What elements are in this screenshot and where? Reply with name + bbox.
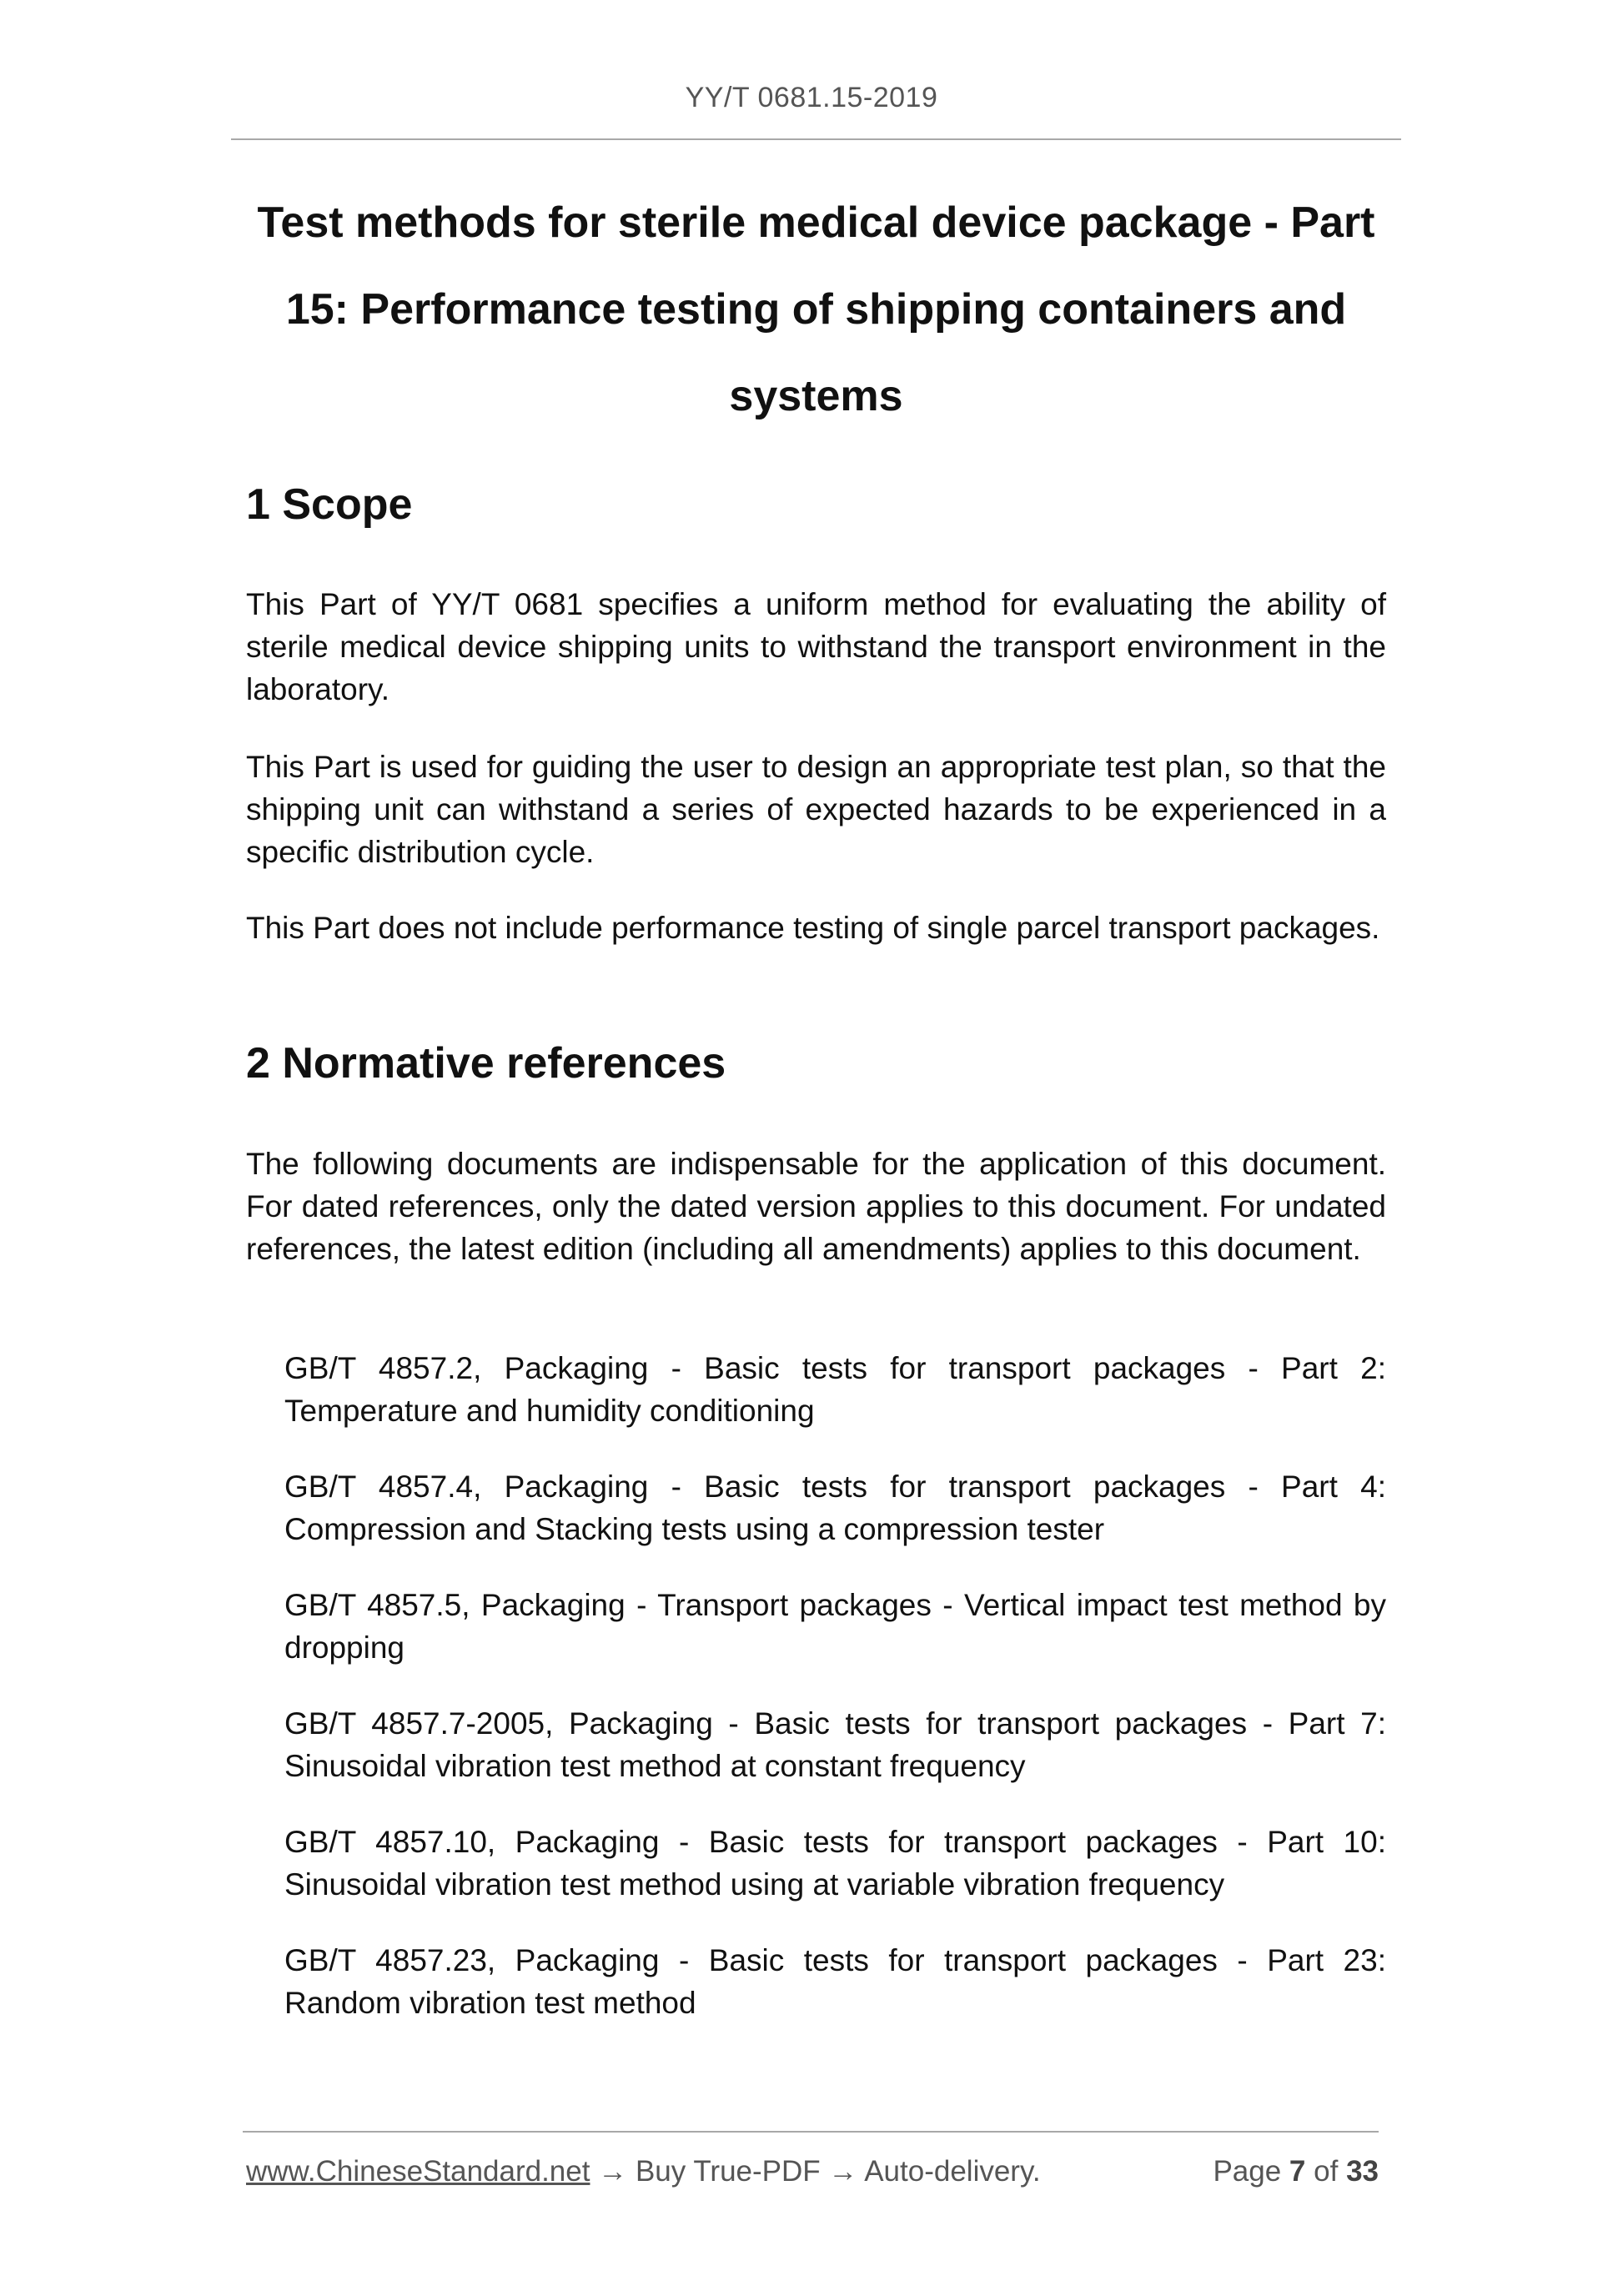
reference-item: GB/T 4857.10, Packaging - Basic tests for transport packages - Part 10: Sinusoidal vibration test method using at variable vibration frequency: [284, 1825, 1386, 1902]
reference-item: GB/T 4857.23, Packaging - Basic tests for transport packages - Part 23: Random vibration test method: [284, 1943, 1386, 2020]
scope-paragraph-3: This Part does not include performance testing of single parcel transport packages.: [246, 911, 1380, 945]
section-2-heading: 2 Normative references: [246, 1039, 726, 1088]
of-label: of: [1314, 2155, 1339, 2188]
auto-delivery-text: Auto-delivery.: [864, 2155, 1041, 2188]
header-divider: [231, 138, 1401, 140]
scope-paragraph-2: This Part is used for guiding the user to design an appropriate test plan, so that the shipping unit can withstand a series of expected hazards to be experienced in a specific distribution cycle.: [246, 750, 1386, 869]
normative-references-intro: The following documents are indispensable for the application of this document. For dated references, only the dated version applies to this document. For undated references, the latest edition (including all amendments) applies to this document.: [246, 1147, 1386, 1266]
page-number: 7: [1289, 2155, 1306, 2188]
website-link[interactable]: www.ChineseStandard.net: [246, 2155, 590, 2188]
reference-item: GB/T 4857.4, Packaging - Basic tests for transport packages - Part 4: Compression and Stacking tests using a compression tester: [284, 1470, 1386, 1546]
page-total: 33: [1346, 2155, 1379, 2188]
title-line-1: Test methods for sterile medical device package - Part: [257, 198, 1375, 247]
arrow-right-icon: →: [598, 2155, 628, 2188]
buy-true-pdf-text: Buy True-PDF: [635, 2155, 821, 2188]
title-line-2: 15: Performance testing of shipping containers and: [285, 285, 1347, 334]
reference-item: GB/T 4857.7-2005, Packaging - Basic tests for transport packages - Part 7: Sinusoidal vibration test method at constant frequency: [284, 1706, 1386, 1783]
document-code-header: YY/T 0681.15-2019: [685, 82, 938, 113]
reference-item: GB/T 4857.2, Packaging - Basic tests for transport packages - Part 2: Temperature and humidity conditioning: [284, 1351, 1386, 1428]
title-line-3: systems: [729, 372, 903, 420]
footer-divider: [243, 2131, 1379, 2133]
page-label: Page: [1213, 2155, 1282, 2188]
section-1-heading: 1 Scope: [246, 480, 413, 529]
document-title: [231, 179, 1401, 440]
arrow-right-icon: →: [828, 2155, 858, 2188]
reference-item: GB/T 4857.5, Packaging - Transport packages - Vertical impact test method by dropping: [284, 1588, 1386, 1665]
page-indicator: [1213, 2155, 1379, 2188]
footer-promo: [246, 2155, 1041, 2188]
scope-paragraph-1: This Part of YY/T 0681 specifies a uniform method for evaluating the ability of sterile medical device shipping units to withstand the transport environment in the laboratory.: [246, 587, 1386, 706]
